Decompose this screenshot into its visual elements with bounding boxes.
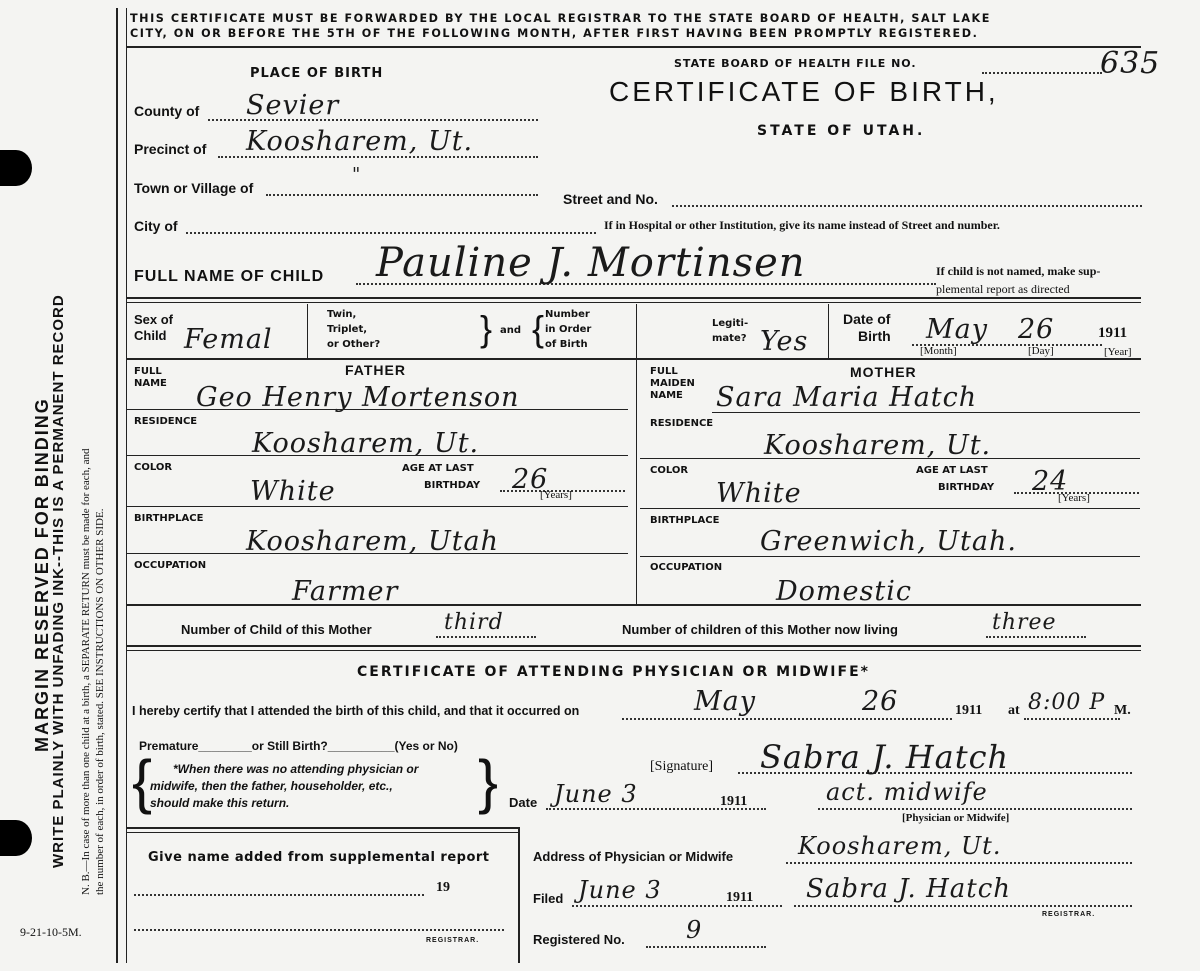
mother-residence-value: Koosharem, Ut. — [764, 430, 992, 461]
divider-supp — [518, 827, 520, 963]
binding-hole-top — [0, 150, 32, 186]
margin-nb-line1: N. B.—In case of more than one child at a birth, a SEPARATE RETURN must be made for each, and — [80, 448, 92, 895]
rule-physician-2 — [126, 650, 1141, 651]
rule-child-2 — [126, 302, 1141, 303]
certificate-title: CERTIFICATE OF BIRTH, — [609, 76, 999, 107]
note-brace-right: } — [478, 748, 499, 815]
living-value: three — [992, 610, 1057, 635]
legit-value: Yes — [760, 326, 809, 357]
date-label-2: Birth — [858, 328, 891, 344]
supplemental-registrar-line — [134, 929, 504, 931]
left-border — [116, 8, 118, 963]
date-value: June 3 — [554, 780, 638, 808]
file-no-line — [982, 72, 1102, 74]
father-age-label-1: AGE AT LAST — [402, 463, 474, 474]
precinct-label: Precinct of — [134, 141, 207, 157]
occurrence-month: May — [694, 686, 756, 717]
father-color-value: White — [250, 476, 336, 507]
hospital-note: If in Hospital or other Institution, give its name instead of Street and number. — [604, 218, 1000, 232]
father-residence-value: Koosharem, Ut. — [252, 428, 480, 459]
rule-parents — [126, 358, 1141, 360]
date-year: 1911 — [720, 794, 748, 809]
rule-child — [126, 297, 1141, 299]
order-brace: { — [532, 308, 545, 349]
sex-label-1: Sex of — [134, 312, 174, 327]
supplemental-heading: Give name added from supplemental report — [148, 850, 490, 865]
occurrence-time: 8:00 P — [1028, 690, 1106, 715]
binding-hole-bottom — [0, 820, 32, 856]
child-name-label: FULL NAME OF CHILD — [134, 268, 325, 285]
form-code: 9-21-10-5M. — [20, 925, 82, 939]
father-name-value: Geo Henry Mortenson — [196, 382, 520, 413]
father-occupation-label: OCCUPATION — [134, 560, 207, 571]
premature-text: Premature________or Still Birth?__________(Yes or No) — [139, 739, 458, 753]
year-label: [Year] — [1104, 346, 1132, 358]
certify-text: I hereby certify that I attended the birth of this child, and that it occurred on — [132, 704, 580, 718]
twin-brace: } — [480, 308, 493, 349]
mother-residence-label: RESIDENCE — [650, 418, 714, 429]
rule-mother-birthplace — [640, 556, 1140, 557]
mother-name-label-3: NAME — [650, 390, 683, 401]
filed-label: Filed — [533, 891, 564, 906]
occurrence-year: 1911 — [955, 703, 983, 718]
occurrence-day: 26 — [862, 686, 899, 717]
father-residence-label: RESIDENCE — [134, 416, 198, 427]
mother-color-value: White — [716, 478, 802, 509]
not-named-line-1: If child is not named, make sup- — [936, 264, 1101, 278]
divider-parents — [636, 358, 637, 606]
birth-month: May — [926, 314, 988, 345]
mother-heading: MOTHER — [850, 364, 917, 380]
county-label: County of — [134, 103, 200, 119]
town-label: Town or Village of — [134, 180, 254, 196]
twin-label-1: Twin, — [327, 309, 357, 320]
not-named-line-2: plemental report as directed — [936, 282, 1070, 296]
note-line-1: *When there was no attending physician or — [173, 762, 419, 776]
child-number-label: Number of Child of this Mother — [181, 622, 372, 637]
physician-heading: CERTIFICATE OF ATTENDING PHYSICIAN OR MIDWIFE* — [357, 664, 870, 680]
mother-occupation-value: Domestic — [776, 576, 912, 607]
rule-mother-residence — [640, 458, 1140, 459]
supplemental-line — [134, 894, 424, 896]
twin-label-2: Triplet, — [327, 324, 368, 335]
left-border-inner — [126, 8, 127, 963]
rule-physician — [126, 645, 1141, 647]
street-label: Street and No. — [563, 191, 658, 207]
address-label: Address of Physician or Midwife — [533, 849, 734, 864]
registered-line — [646, 946, 766, 948]
signature-value: Sabra J. Hatch — [760, 738, 1010, 776]
legit-label-2: mate? — [712, 333, 747, 344]
father-color-label: COLOR — [134, 462, 173, 473]
mother-age-label-2: BIRTHDAY — [938, 482, 995, 493]
precinct-value: Koosharem, Ut. — [246, 126, 474, 157]
rule-mother-name — [712, 412, 1140, 413]
father-age-label-2: BIRTHDAY — [424, 480, 481, 491]
legit-label-1: Legiti- — [712, 318, 749, 329]
street-line — [672, 205, 1142, 207]
order-label-3: of Birth — [545, 339, 588, 350]
divider-legit — [828, 304, 829, 358]
margin-ink-text: WRITE PLAINLY WITH UNFADING INK--THIS IS A PERMANENT RECORD — [50, 294, 67, 868]
margin-nb-line2: the number of each, in order of birth, stated. SEE INSTRUCTIONS ON OTHER SIDE. — [94, 508, 106, 895]
registrar-line — [794, 905, 1132, 907]
address-line — [786, 862, 1132, 864]
physician-label: [Physician or Midwife] — [902, 812, 1010, 824]
city-label: City of — [134, 218, 178, 234]
at-label: at — [1008, 703, 1020, 718]
title-value: act. midwife — [826, 778, 988, 806]
day-label: [Day] — [1028, 345, 1054, 357]
month-label: [Month] — [920, 345, 957, 357]
sex-value: Femal — [184, 324, 273, 355]
father-age-value: 26 — [512, 464, 549, 495]
rule-supp-top — [126, 827, 518, 829]
time-line — [1024, 718, 1120, 720]
rule-father-birthplace — [126, 553, 628, 554]
order-label-2: in Order — [545, 324, 592, 335]
birth-day: 26 — [1018, 314, 1055, 345]
title-line — [818, 808, 1132, 810]
city-line — [186, 232, 596, 234]
twin-label-3: or Other? — [327, 339, 381, 350]
father-years-label: [Years] — [540, 489, 572, 501]
mother-occupation-label: OCCUPATION — [650, 562, 723, 573]
registered-value: 9 — [686, 916, 703, 944]
registrar-label: REGISTRAR. — [1042, 911, 1096, 918]
mother-age-value: 24 — [1032, 466, 1069, 497]
filed-year: 1911 — [726, 890, 754, 905]
living-label: Number of children of this Mother now living — [622, 622, 898, 637]
county-value: Sevier — [246, 90, 340, 121]
divider-order — [636, 304, 637, 358]
header-rule — [126, 46, 1141, 48]
mother-age-label-1: AGE AT LAST — [916, 465, 988, 476]
state-label: STATE OF UTAH. — [757, 123, 926, 139]
registered-label: Registered No. — [533, 932, 625, 947]
date-label-1: Date of — [843, 311, 891, 327]
mother-name-value: Sara Maria Hatch — [716, 382, 978, 413]
mother-birthplace-label: BIRTHPLACE — [650, 515, 720, 526]
sex-label-2: Child — [134, 328, 167, 343]
note-brace-left: { — [132, 748, 153, 815]
child-number-value: third — [444, 610, 504, 635]
mother-years-label: [Years] — [1058, 492, 1090, 504]
rule-father-residence — [126, 455, 628, 456]
rule-father-name — [126, 409, 628, 410]
child-number-line — [436, 636, 536, 638]
living-line — [986, 636, 1086, 638]
father-occupation-value: Farmer — [292, 576, 399, 607]
signature-label: [Signature] — [650, 759, 713, 774]
notice-line-2: CITY, ON OR BEFORE THE 5TH OF THE FOLLOWING MONTH, AFTER FIRST HAVING BEEN PROMPTLY REGISTERED. — [130, 27, 979, 40]
file-no-label: STATE BOARD OF HEALTH FILE NO. — [674, 57, 917, 70]
father-name-label-1: FULL — [134, 366, 162, 377]
child-name-value: Pauline J. Mortinsen — [376, 240, 806, 286]
registrar-signature: Sabra J. Hatch — [806, 874, 1012, 904]
address-value: Koosharem, Ut. — [798, 832, 1002, 860]
and-label: and — [500, 325, 522, 336]
note-line-3: should make this return. — [150, 796, 290, 810]
supplemental-year: 19 — [436, 880, 450, 895]
m-label: M. — [1114, 703, 1131, 718]
town-line — [266, 194, 538, 196]
note-line-2: midwife, then the father, householder, etc., — [150, 779, 393, 793]
father-birthplace-label: BIRTHPLACE — [134, 513, 204, 524]
mother-name-label-1: FULL — [650, 366, 678, 377]
filed-value: June 3 — [578, 876, 662, 904]
mother-name-label-2: MAIDEN — [650, 378, 695, 389]
divider-sex — [307, 304, 308, 358]
father-name-label-2: NAME — [134, 378, 167, 389]
rule-supp-top-2 — [126, 832, 518, 833]
notice-line-1: THIS CERTIFICATE MUST BE FORWARDED BY THE LOCAL REGISTRAR TO THE STATE BOARD OF HEALTH, SALT LAKE — [130, 12, 991, 25]
date-label: Date — [509, 795, 538, 810]
town-value: " — [352, 164, 362, 185]
place-heading: PLACE OF BIRTH — [250, 66, 384, 81]
occurrence-line — [622, 718, 952, 720]
father-birthplace-value: Koosharem, Utah — [246, 526, 500, 557]
order-label-1: Number — [545, 309, 590, 320]
birth-year: 1911 — [1098, 325, 1128, 341]
file-no-value: 635 — [1100, 46, 1161, 81]
mother-birthplace-value: Greenwich, Utah. — [760, 526, 1017, 557]
supplemental-registrar-label: REGISTRAR. — [426, 937, 480, 944]
mother-color-label: COLOR — [650, 465, 689, 476]
rule-counts — [126, 604, 1141, 606]
margin-binding-text: MARGIN RESERVED FOR BINDING — [32, 397, 52, 752]
rule-mother-color — [640, 508, 1140, 509]
rule-father-color — [126, 506, 628, 507]
father-heading: FATHER — [345, 362, 406, 378]
